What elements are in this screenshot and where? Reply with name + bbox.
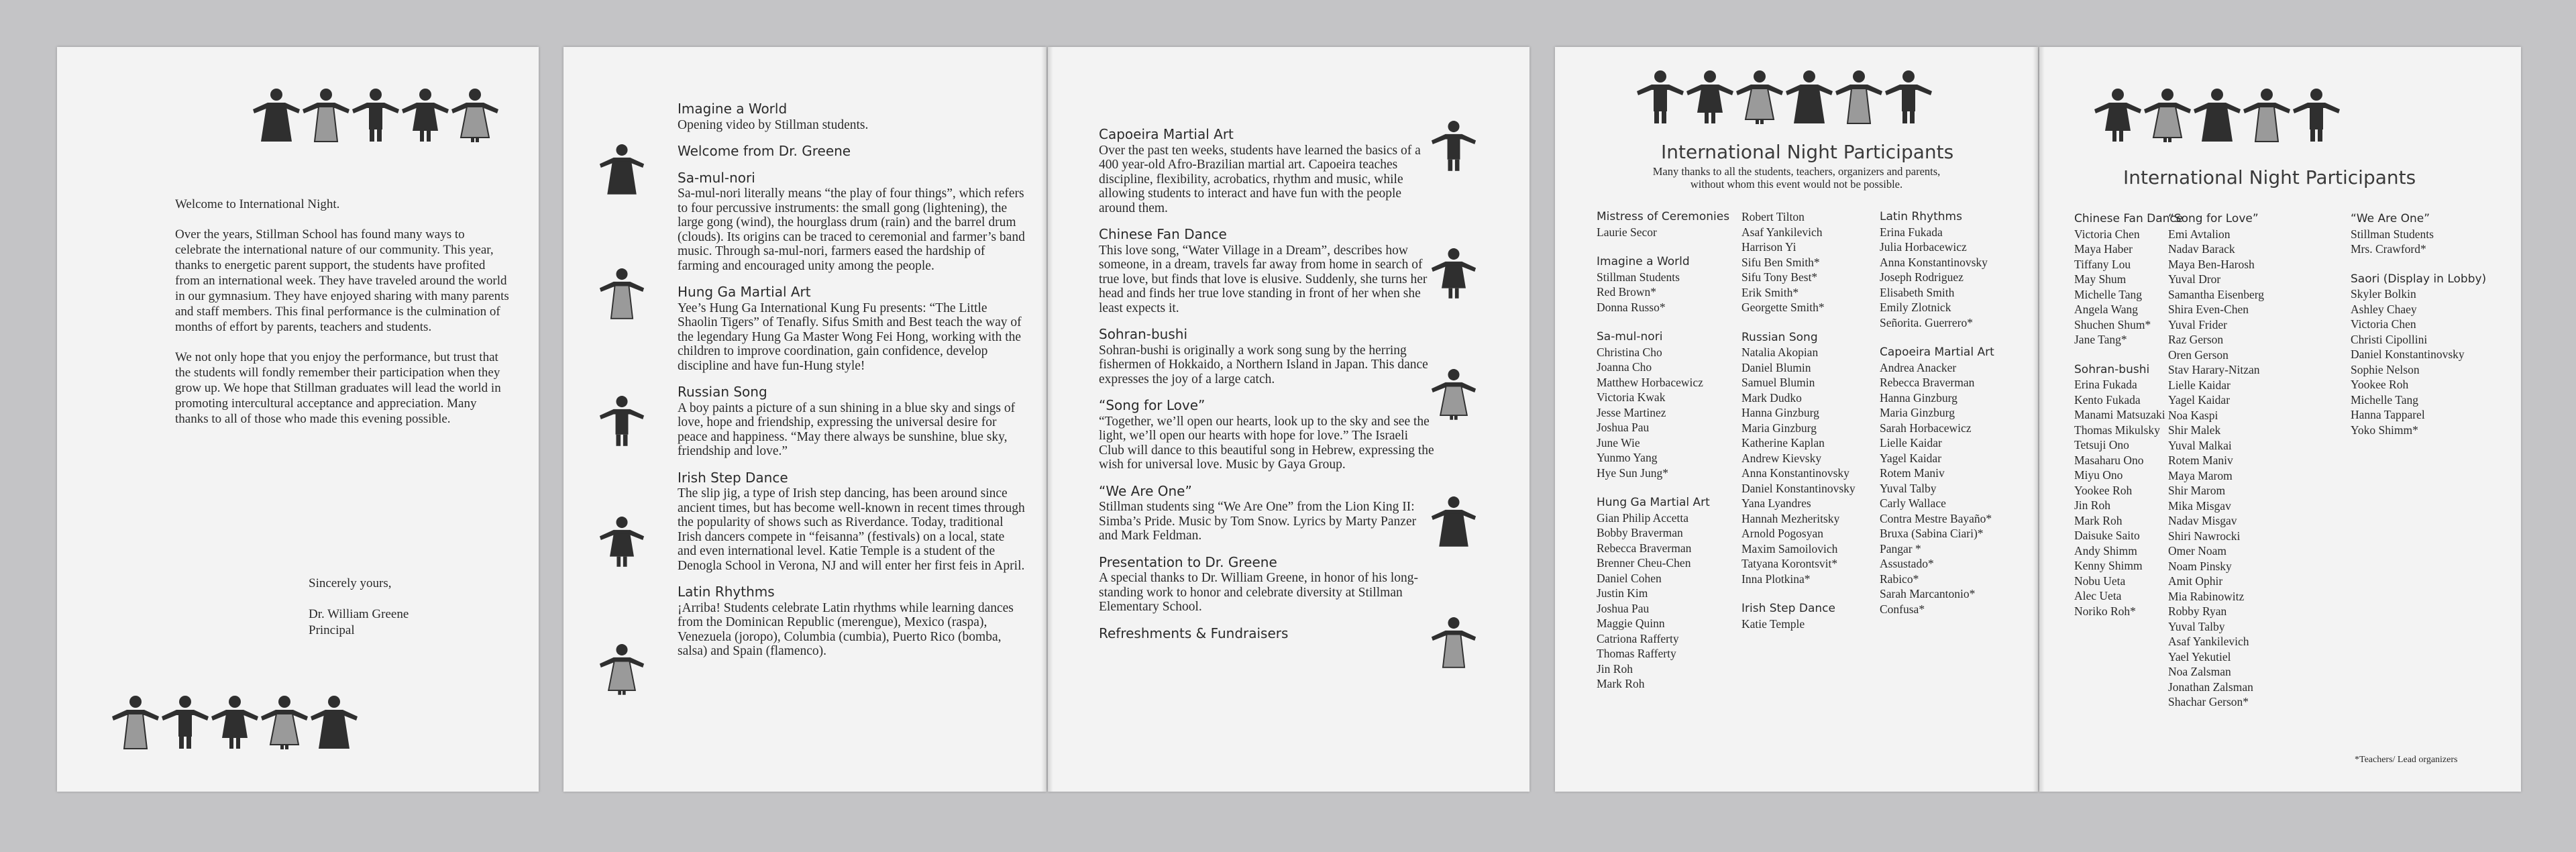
participant-group bbox=[1741, 209, 1856, 315]
signer-title: Principal bbox=[309, 623, 355, 637]
participant-name: Katie Temple bbox=[1741, 617, 1805, 631]
participant-name: Maya Marom bbox=[2168, 468, 2233, 482]
participant-name: Hanna Tapparel bbox=[2351, 408, 2425, 421]
participant-group bbox=[2351, 272, 2486, 438]
participant-name: Skyler Bolkin bbox=[2351, 287, 2416, 301]
program-item bbox=[1099, 227, 1434, 315]
doll-figure-icon bbox=[2093, 84, 2143, 144]
doll-figure-icon bbox=[598, 138, 645, 199]
doll-figure-icon bbox=[1735, 66, 1784, 126]
program-item bbox=[1099, 127, 1434, 215]
program-item bbox=[1099, 484, 1434, 543]
program-item bbox=[678, 171, 1026, 274]
participant-name: Yana Lyandres bbox=[1741, 496, 1811, 510]
participant-name: Shuchen Shum* bbox=[2074, 317, 2151, 331]
program-item-description: Over the past ten weeks, students have learned the basics of a 400 year-old Afro-Brazilian martial art. Capoeira teaches discipline, flexibility, acrobatics, rhythm and music, while allowing students to interact and have fun with the people around them. bbox=[1099, 143, 1421, 215]
participant-name: Sarah Marcantonio* bbox=[1880, 587, 1976, 600]
program-item bbox=[678, 144, 1026, 159]
doll-figure-icon bbox=[1784, 66, 1834, 126]
program-item bbox=[1099, 327, 1434, 386]
footnote: *Teachers/ Lead organizers bbox=[2355, 755, 2458, 765]
doll-figure-icon bbox=[1834, 66, 1884, 126]
program-item bbox=[1099, 627, 1434, 641]
participant-name: Ashley Chaey bbox=[2351, 302, 2417, 316]
participant-name: Victoria Chen bbox=[2351, 317, 2416, 331]
program-item-title: Welcome from Dr. Greene bbox=[678, 143, 851, 159]
program-item bbox=[1099, 398, 1434, 472]
doll-figure-icon bbox=[210, 691, 260, 751]
participant-name: May Shum bbox=[2074, 272, 2127, 286]
participant-name: Carly Wallace bbox=[1880, 496, 1946, 510]
participants-column bbox=[1597, 209, 1729, 706]
doll-figure-icon bbox=[309, 691, 359, 751]
participant-name: Michelle Tang bbox=[2351, 392, 2418, 407]
participant-name: Noa Kaspi bbox=[2168, 408, 2218, 422]
participant-name: Jin Roh bbox=[2074, 498, 2110, 512]
page-welcome-letter bbox=[57, 47, 539, 792]
participant-name: Hanna Ginzburg bbox=[1880, 390, 1957, 405]
participant-name: Maya Haber bbox=[2074, 242, 2133, 256]
program-item-description: Sohran-bushi is originally a work song sung by the herring fishermen of Hokkaido, a Northern Island in Japan. This dance expresses the joy of a large catch. bbox=[1099, 343, 1428, 386]
participant-name: Stav Harary-Nitzan bbox=[2168, 363, 2260, 376]
participant-name: Elisabeth Smith bbox=[1880, 285, 1955, 299]
participant-name: Hanna Ginzburg bbox=[1741, 406, 1819, 419]
program-list-right bbox=[1099, 127, 1434, 653]
participant-name: Yoko Shimm* bbox=[2351, 423, 2418, 437]
participant-name: Jin Roh bbox=[1597, 661, 1633, 676]
participants-column bbox=[2351, 211, 2486, 452]
participant-name: Yuval Malkai bbox=[2168, 438, 2232, 452]
doll-row-top bbox=[1635, 66, 1933, 126]
participant-name: Raz Gerson bbox=[2168, 333, 2224, 346]
participant-name: Sifu Ben Smith* bbox=[1741, 255, 1820, 269]
participant-name: Mark Dudko bbox=[1741, 390, 1802, 405]
group-heading: “We Are One” bbox=[2351, 212, 2430, 225]
participant-name: Rabico* bbox=[1880, 572, 1919, 586]
participant-name: Victoria Chen bbox=[2074, 227, 2140, 241]
participant-name: Joshua Pau bbox=[1597, 421, 1650, 434]
participant-name: Maria Ginzburg bbox=[1880, 406, 1955, 419]
doll-figure-icon bbox=[1430, 362, 1477, 424]
participant-name: Hye Sun Jung* bbox=[1597, 466, 1668, 480]
page-title: International Night Participants bbox=[2123, 166, 2416, 189]
participant-name: Samuel Blumin bbox=[1741, 376, 1815, 389]
program-list-left bbox=[678, 102, 1026, 671]
participant-group bbox=[1741, 330, 1856, 587]
participant-name: Mark Roh bbox=[2074, 513, 2123, 527]
group-heading: “Song for Love” bbox=[2168, 212, 2259, 225]
participant-name: Victoria Kwak bbox=[1597, 390, 1666, 404]
participant-group bbox=[1597, 329, 1729, 480]
participant-name: Shir Malek bbox=[2168, 423, 2221, 437]
participant-name: Nobu Ueta bbox=[2074, 574, 2126, 588]
program-item-title: “Song for Love” bbox=[1099, 397, 1205, 413]
participant-name: Emily Zlotnick bbox=[1880, 301, 1951, 314]
program-item-title: Chinese Fan Dance bbox=[1099, 226, 1227, 242]
participant-group bbox=[2168, 211, 2264, 710]
participant-name: Joshua Pau bbox=[1597, 601, 1650, 615]
program-item-title: Presentation to Dr. Greene bbox=[1099, 553, 1277, 570]
participant-name: Shachar Gerson* bbox=[2168, 695, 2249, 708]
participant-name: Andrea Anacker bbox=[1880, 360, 1957, 374]
thanks-subtitle: Many thanks to all the students, teachers, organizers and parents, without whom this event would not be possible. bbox=[1652, 165, 1941, 191]
participant-name: Confusa* bbox=[1880, 602, 1925, 616]
doll-figure-icon bbox=[450, 84, 500, 144]
participant-name: Lielle Kaidar bbox=[2168, 378, 2231, 392]
participant-name: Andrew Kievsky bbox=[1741, 451, 1822, 465]
participant-name: Tetsuji Ono bbox=[2074, 438, 2129, 451]
participant-name: Mark Roh bbox=[1597, 677, 1645, 690]
participant-name: Bobby Braverman bbox=[1597, 526, 1683, 539]
program-item-description: A boy paints a picture of a sun shining in a blue sky and sings of love, hope and friendship, expressing the universal desire for peace and happiness. “May there always be sunshine, blue sky, friendship and love.” bbox=[678, 401, 1016, 458]
participant-name: Julia Horbacewicz bbox=[1880, 240, 1967, 254]
participant-name: Kenny Shimm bbox=[2074, 559, 2143, 572]
participant-name: Maggie Quinn bbox=[1597, 617, 1665, 630]
participant-name: Donna Russo* bbox=[1597, 300, 1666, 314]
participant-name: Stillman Students bbox=[2351, 227, 2434, 241]
doll-figure-icon bbox=[1430, 610, 1477, 672]
participant-name: Rebecca Braverman bbox=[1880, 376, 1975, 389]
participant-name: Anna Konstantinovsky bbox=[1880, 255, 1988, 269]
participant-name: Harrison Yi bbox=[1741, 240, 1796, 254]
participant-name: Rotem Maniv bbox=[2168, 454, 2233, 467]
program-item bbox=[678, 285, 1026, 373]
signature-block bbox=[309, 576, 409, 639]
participant-group bbox=[1597, 495, 1729, 692]
participant-group bbox=[1597, 254, 1729, 315]
participant-name: Katherine Kaplan bbox=[1741, 436, 1825, 449]
program-item-title: Capoeira Martial Art bbox=[1099, 126, 1234, 142]
signer-name: Dr. William Greene bbox=[309, 607, 409, 621]
doll-figure-icon bbox=[351, 84, 400, 144]
page-title: International Night Participants bbox=[1661, 141, 1954, 163]
participant-name: Noa Zalsman bbox=[2168, 665, 2231, 678]
participant-name: Nadav Barack bbox=[2168, 242, 2235, 256]
group-heading: Sohran-bushi bbox=[2074, 362, 2150, 376]
group-heading: Capoeira Martial Art bbox=[1880, 345, 1994, 359]
participant-name: Hannah Mezheritsky bbox=[1741, 511, 1840, 525]
participant-name: Daisuke Saito bbox=[2074, 529, 2140, 542]
participant-name: Pangar * bbox=[1880, 541, 1921, 555]
closing: Sincerely yours, bbox=[309, 576, 392, 590]
participant-name: Red Brown* bbox=[1597, 285, 1656, 299]
participant-name: Daniel Konstantinovsky bbox=[1741, 481, 1856, 495]
doll-figure-icon bbox=[111, 691, 160, 751]
participant-name: Yuval Talby bbox=[2168, 619, 2225, 633]
participant-name: Christina Cho bbox=[1597, 345, 1662, 359]
participant-name: Stillman Students bbox=[1597, 270, 1680, 284]
participant-name: Thomas Mikulsky bbox=[2074, 423, 2160, 437]
program-item bbox=[678, 102, 1026, 132]
program-item bbox=[678, 471, 1026, 574]
doll-figure-icon bbox=[400, 84, 450, 144]
participant-name: Maxim Samoilovich bbox=[1741, 541, 1838, 555]
participant-name: Miyu Ono bbox=[2074, 468, 2123, 482]
group-heading: Russian Song bbox=[1741, 330, 1818, 344]
participant-name: Maya Ben-Harosh bbox=[2168, 257, 2255, 271]
participant-name: Gian Philip Accetta bbox=[1597, 511, 1689, 525]
participant-name: Arnold Pogosyan bbox=[1741, 527, 1824, 540]
participants-column bbox=[1741, 209, 1856, 646]
group-heading: Hung Ga Martial Art bbox=[1597, 496, 1710, 509]
participant-name: Robert Tilton bbox=[1741, 210, 1805, 223]
welcome-letter bbox=[175, 197, 511, 441]
group-heading: Mistress of Ceremonies bbox=[1597, 210, 1730, 223]
participant-name: Rebecca Braverman bbox=[1597, 541, 1692, 555]
participant-name: Kento Fukada bbox=[2074, 392, 2141, 407]
group-heading: Sa-mul-nori bbox=[1597, 330, 1663, 343]
participant-name: Yael Yekutiel bbox=[2168, 649, 2231, 663]
doll-figure-icon bbox=[1430, 114, 1477, 176]
participant-name: Lielle Kaidar bbox=[1880, 436, 1942, 449]
program-item-description: A special thanks to Dr. William Greene, in honor of his long-standing work to honor and celebrate diversity at Stillman Elementary School. bbox=[1099, 571, 1418, 614]
participant-name: Oren Gerson bbox=[2168, 348, 2229, 362]
program-item-title: Hung Ga Martial Art bbox=[678, 284, 811, 300]
doll-figure-icon bbox=[598, 389, 645, 451]
participant-name: Joanna Cho bbox=[1597, 360, 1652, 374]
participant-name: Yuval Dror bbox=[2168, 272, 2221, 286]
participant-name: Señorita. Guerrero* bbox=[1880, 315, 1973, 329]
participant-name: Manami Matsuzaki bbox=[2074, 408, 2165, 421]
doll-figure-icon bbox=[1635, 66, 1685, 126]
program-item-title: Imagine a World bbox=[678, 101, 788, 117]
letter-para: Welcome to International Night. bbox=[175, 197, 340, 211]
participant-name: Asaf Yankilevich bbox=[1741, 225, 1823, 239]
doll-figure-icon bbox=[2143, 84, 2192, 144]
participant-group bbox=[1880, 209, 1994, 330]
participant-name: Alec Ueta bbox=[2074, 589, 2122, 602]
participant-name: Joseph Rodriguez bbox=[1880, 270, 1964, 284]
doll-figure-icon bbox=[2292, 84, 2341, 144]
participants-column bbox=[2168, 211, 2264, 725]
participants-column bbox=[1880, 209, 1994, 631]
participant-name: Anna Konstantinovsky bbox=[1741, 466, 1849, 480]
participant-group bbox=[2074, 362, 2183, 619]
program-item-title: “We Are One” bbox=[1099, 482, 1192, 499]
participant-name: Inna Plotkina* bbox=[1741, 572, 1811, 586]
participant-name: Yuval Frider bbox=[2168, 317, 2227, 331]
participant-name: Tiffany Lou bbox=[2074, 257, 2131, 271]
participant-name: Samantha Eisenberg bbox=[2168, 287, 2265, 301]
letter-para: We not only hope that you enjoy the performance, but trust that the students will fondly remember their participation when they grow up. We hope that Stillman graduates will lead the world in promoting intercultural acceptance and appreciation. Many thanks to all of those who made this evening possible. bbox=[175, 350, 501, 426]
doll-figure-icon bbox=[2192, 84, 2242, 144]
participant-name: Yookee Roh bbox=[2351, 378, 2409, 391]
participant-name: Sophie Nelson bbox=[2351, 362, 2420, 376]
group-heading: Irish Step Dance bbox=[1741, 602, 1835, 615]
doll-figure-icon bbox=[598, 262, 645, 323]
participant-group bbox=[2351, 211, 2486, 257]
doll-figure-icon bbox=[598, 510, 645, 572]
page-program-right bbox=[1048, 47, 1529, 792]
participant-group bbox=[2074, 211, 2183, 348]
participant-name: Contra Mestre Bayaño* bbox=[1880, 511, 1992, 525]
participant-name: Yagel Kaidar bbox=[1880, 451, 1942, 465]
program-item-description: “Together, we’ll open our hearts, look up to the sky and see the light, we’ll open our hearts with hope for love.” The Israeli Club will dance to this beautiful song in Hebrew, expressing the wish for universal love. Music by Gaya Group. bbox=[1099, 414, 1434, 472]
participant-name: Yookee Roh bbox=[2074, 483, 2133, 497]
doll-figure-icon bbox=[1884, 66, 1933, 126]
participant-name: Justin Kim bbox=[1597, 586, 1648, 600]
participant-name: June Wie bbox=[1597, 435, 1640, 449]
participant-name: Assustado* bbox=[1880, 557, 1934, 570]
participant-name: Yuval Talby bbox=[1880, 481, 1937, 495]
participant-name: Shira Even-Chen bbox=[2168, 303, 2249, 316]
program-item bbox=[678, 585, 1026, 659]
doll-figure-icon bbox=[252, 84, 301, 144]
participant-name: Angela Wang bbox=[2074, 303, 2138, 316]
participant-name: Christi Cipollini bbox=[2351, 332, 2428, 346]
participant-name: Maria Ginzburg bbox=[1741, 421, 1817, 435]
doll-figure-icon bbox=[160, 691, 210, 751]
participant-name: Daniel Cohen bbox=[1597, 571, 1662, 585]
doll-figure-icon bbox=[2242, 84, 2292, 144]
group-heading: Chinese Fan Dance bbox=[2074, 212, 2184, 225]
program-item-description: Yee’s Hung Ga International Kung Fu presents: “The Little Shaolin Tigers” of Tenafly. Sifus Smith and Best teach the way of the legendary Hung Ga Master Wong Fei Hong, working with the children to improve coordination, gain confidence, develop discipline and have fun-Hung style! bbox=[678, 301, 1022, 373]
participant-name: Mia Rabinowitz bbox=[2168, 589, 2245, 603]
participant-name: Noam Pinsky bbox=[2168, 559, 2232, 573]
participant-name: Erina Fukada bbox=[2074, 378, 2137, 391]
participant-name: Michelle Tang bbox=[2074, 287, 2142, 301]
program-item-description: The slip jig, a type of Irish step dancing, has been around since ancient times, but has become well-known in recent times through the popularity of shows such as Riverdance. Today, traditional Irish dancers compete in “feisanna” (festivals) on a local, state and even international level. Katie Temple is a student of the Denogla School in Verona, NJ and will enter her first feis in April. bbox=[678, 486, 1025, 573]
participant-name: Laurie Secor bbox=[1597, 225, 1657, 239]
participant-name: Daniel Konstantinovsky bbox=[2351, 348, 2465, 361]
doll-figure-icon bbox=[598, 637, 645, 699]
letter-para: Over the years, Stillman School has found many ways to celebrate the international nature of our community. This year, thanks to energetic parent support, the students have profited from an international week. They have traveled around the world in our gymnasium. They have enjoyed sharing with many parents and staff members. This final performance is the culmination of months of effort by parents, teachers and students. bbox=[175, 227, 509, 334]
participant-name: Rotem Maniv bbox=[1880, 466, 1945, 480]
group-heading: Latin Rhythms bbox=[1880, 210, 1962, 223]
participant-name: Noriko Roh* bbox=[2074, 604, 2136, 618]
participant-name: Shir Marom bbox=[2168, 484, 2226, 497]
program-item-description: This love song, “Water Village in a Dream”, describes how someone, in a dream, travels far away from home in search of true love, but finds that love is elusive. Suddenly, she turns her head and finds her true love standing in front of her when she least expects it. bbox=[1099, 243, 1428, 315]
program-item-title: Latin Rhythms bbox=[678, 584, 775, 600]
participant-name: Sarah Horbacewicz bbox=[1880, 421, 1972, 435]
program-item-description: Opening video by Stillman students. bbox=[678, 117, 869, 132]
participant-name: Brenner Cheu-Chen bbox=[1597, 556, 1691, 570]
participant-name: Mika Misgav bbox=[2168, 498, 2231, 513]
page-participants-right bbox=[2039, 47, 2521, 792]
program-item-description: Stillman students sing “We Are One” from the Lion King II: Simba’s Pride. Music by Tom Snow. Lyrics by Marty Panzer and Mark Feldman. bbox=[1099, 500, 1417, 543]
participant-name: Erik Smith* bbox=[1741, 285, 1799, 299]
program-item-description: Sa-mul-nori literally means “the play of four things”, which refers to four percussive instruments: the small gong (lightening), the large gong (wind), the hourglass drum (rain) and the barrel drum (clouds). Its origins can be traced to ceremonial and farmer’s band music. Through sa-mul-nori, farmers eased the hardship of farming and encouraged unity among the people. bbox=[678, 187, 1025, 273]
participant-name: Omer Noam bbox=[2168, 544, 2226, 557]
program-item bbox=[1099, 555, 1434, 615]
program-item-title: Sa-mul-nori bbox=[678, 169, 755, 186]
participant-name: Jonathan Zalsman bbox=[2168, 680, 2253, 694]
participant-name: Natalia Akopian bbox=[1741, 345, 1819, 359]
program-item-title: Irish Step Dance bbox=[678, 469, 788, 486]
participant-name: Asaf Yankilevich bbox=[2168, 635, 2249, 648]
group-heading: Imagine a World bbox=[1597, 255, 1690, 268]
doll-figure-icon bbox=[1685, 66, 1735, 126]
doll-figure-icon bbox=[1430, 242, 1477, 303]
participant-name: Erina Fukada bbox=[1880, 225, 1943, 239]
participant-name: Mrs. Crawford* bbox=[2351, 242, 2426, 256]
participant-name: Tatyana Korontsvit* bbox=[1741, 557, 1838, 570]
doll-row-top bbox=[252, 84, 500, 144]
participant-group bbox=[1597, 209, 1729, 239]
participant-name: Sifu Tony Best* bbox=[1741, 270, 1818, 284]
participant-name: Emi Avtalion bbox=[2168, 227, 2231, 241]
participant-name: Georgette Smith* bbox=[1741, 301, 1825, 314]
page-participants-left bbox=[1555, 47, 2038, 792]
doll-figure-icon bbox=[301, 84, 351, 144]
program-item bbox=[678, 385, 1026, 459]
page-program-left bbox=[564, 47, 1046, 792]
participant-group bbox=[1741, 601, 1856, 631]
participant-name: Bruxa (Sabina Ciari)* bbox=[1880, 527, 1984, 540]
participant-name: Thomas Rafferty bbox=[1597, 647, 1676, 660]
participant-name: Jane Tang* bbox=[2074, 333, 2127, 346]
doll-row-bottom bbox=[111, 691, 359, 751]
participant-name: Matthew Horbacewicz bbox=[1597, 375, 1703, 389]
participant-name: Andy Shimm bbox=[2074, 543, 2137, 557]
program-item-title: Refreshments & Fundraisers bbox=[1099, 625, 1289, 641]
participant-name: Masaharu Ono bbox=[2074, 453, 2144, 467]
participant-group bbox=[1880, 345, 1994, 617]
participants-column bbox=[2074, 211, 2183, 633]
participant-name: Nadav Misgav bbox=[2168, 514, 2237, 527]
participant-name: Yagel Kaidar bbox=[2168, 393, 2231, 407]
doll-row-top bbox=[2093, 84, 2341, 144]
doll-figure-icon bbox=[260, 691, 309, 751]
participant-name: Robby Ryan bbox=[2168, 604, 2227, 618]
program-item-title: Russian Song bbox=[678, 384, 767, 400]
participant-name: Catriona Rafferty bbox=[1597, 631, 1679, 645]
participant-name: Yunmo Yang bbox=[1597, 451, 1658, 464]
program-item-title: Sohran-bushi bbox=[1099, 326, 1188, 342]
participant-name: Shiri Nawrocki bbox=[2168, 529, 2241, 543]
participant-name: Amit Ophir bbox=[2168, 574, 2223, 588]
participant-name: Jesse Martinez bbox=[1597, 405, 1666, 419]
program-item-description: ¡Arriba! Students celebrate Latin rhythms while learning dances from the Dominican Republic (merengue), Mexico (raspa), Venezuela (joropo), Columbia (cumbia), Puerto Rico (bomba, salsa) and Spain (flamenco). bbox=[678, 600, 1014, 658]
doll-figure-icon bbox=[1430, 490, 1477, 551]
participant-name: Daniel Blumin bbox=[1741, 360, 1811, 374]
group-heading: Saori (Display in Lobby) bbox=[2351, 272, 2487, 286]
